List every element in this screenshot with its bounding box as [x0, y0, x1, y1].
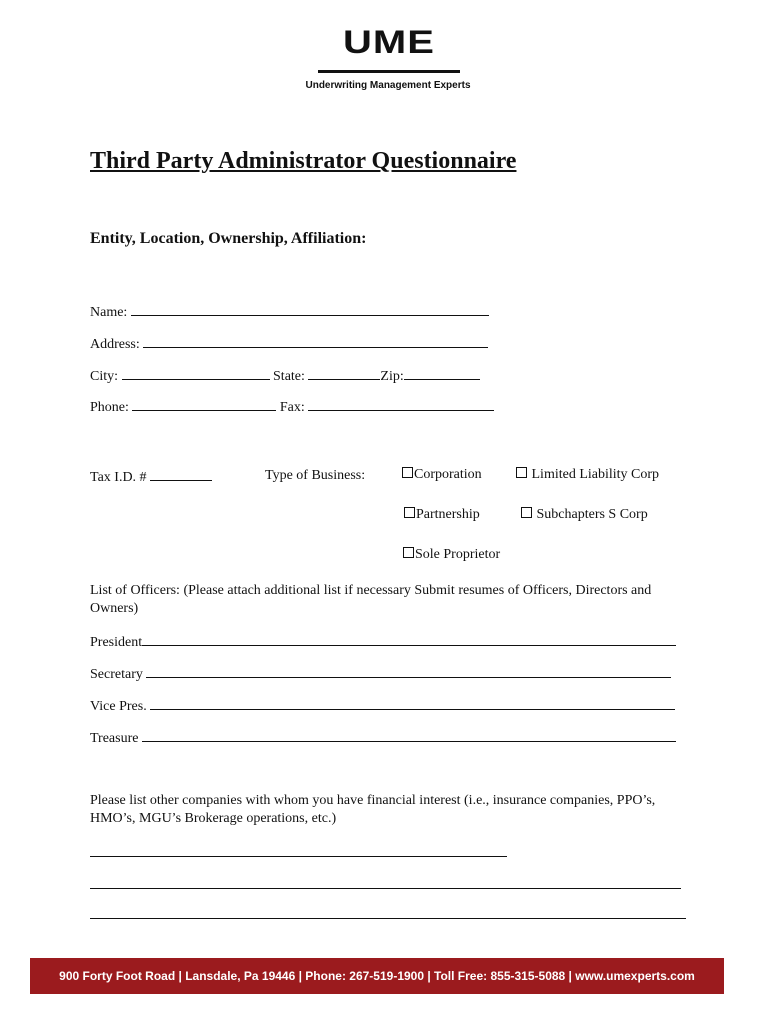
llc-option[interactable]: [516, 467, 659, 483]
companies-line-2[interactable]: [90, 888, 681, 889]
partnership-option[interactable]: [404, 507, 480, 523]
president-label: President: [90, 635, 143, 650]
address-row: [90, 334, 488, 354]
vice-president-label: Vice Pres.: [90, 699, 147, 714]
llc-checkbox[interactable]: [516, 467, 527, 478]
corporation-checkbox[interactable]: [402, 467, 413, 478]
fax-label: Fax:: [279, 400, 305, 415]
president-row: [90, 632, 676, 652]
secretary-row: [90, 664, 671, 684]
phone-row: [90, 397, 494, 417]
s-corp-label: Subchapters S Corp: [536, 507, 648, 522]
company-logo: UME: [343, 24, 435, 61]
fax-field[interactable]: [308, 397, 494, 411]
name-label: Name:: [90, 305, 128, 320]
s-corp-checkbox[interactable]: [521, 507, 532, 518]
logo-rule: [318, 70, 460, 73]
treasurer-label: Treasure: [90, 731, 139, 746]
sole-proprietor-option[interactable]: [403, 547, 500, 563]
city-label: City:: [90, 369, 119, 384]
partnership-checkbox[interactable]: [404, 507, 415, 518]
city-field[interactable]: [122, 366, 270, 380]
phone-label: Phone:: [90, 400, 129, 415]
sole-proprietor-checkbox[interactable]: [403, 547, 414, 558]
section-heading: Entity, Location, Ownership, Affiliation:: [90, 230, 367, 247]
corporation-option[interactable]: [402, 467, 482, 483]
address-field[interactable]: [143, 334, 488, 348]
llc-label: Limited Liability Corp: [531, 467, 660, 482]
footer-contact-bar: 900 Forty Foot Road | Lansdale, Pa 19446 | Phone: 267-519-1900 | Toll Free: 855-315-5088 | www.umexperts.com: [30, 958, 724, 994]
officers-instructions: List of Officers: (Please attach additional list if necessary Submit resumes of Officers, Directors and Owners): [90, 583, 652, 616]
zip-field[interactable]: [404, 366, 480, 380]
phone-field[interactable]: [132, 397, 276, 411]
tax-id-row: [90, 467, 212, 487]
corporation-label: Corporation: [414, 467, 482, 482]
treasurer-field[interactable]: [142, 728, 676, 742]
tax-id-field[interactable]: [150, 467, 212, 481]
state-field[interactable]: [308, 366, 380, 380]
secretary-label: Secretary: [90, 667, 143, 682]
treasurer-row: [90, 728, 676, 748]
president-field[interactable]: [142, 632, 676, 646]
s-corp-option[interactable]: [521, 507, 648, 523]
partnership-label: Partnership: [416, 507, 480, 522]
companies-line-3[interactable]: [90, 918, 686, 919]
name-field[interactable]: [131, 302, 489, 316]
vice-president-field[interactable]: [150, 696, 675, 710]
name-row: [90, 302, 489, 322]
sole-proprietor-label: Sole Proprietor: [415, 547, 501, 562]
secretary-field[interactable]: [146, 664, 671, 678]
tax-id-label: Tax I.D. #: [90, 470, 147, 485]
city-row: [90, 366, 480, 386]
companies-instructions: Please list other companies with whom you have financial interest (i.e., insurance companies, PPO’s, HMO’s, MGU’s Brokerage operations, etc.): [90, 793, 656, 826]
logo-tagline: Underwriting Management Experts: [305, 80, 471, 91]
companies-line-1[interactable]: [90, 856, 507, 857]
address-label: Address:: [90, 337, 140, 352]
vice-president-row: [90, 696, 675, 716]
state-label: State:: [273, 369, 305, 384]
form-title: Third Party Administrator Questionnaire: [90, 148, 517, 174]
zip-label: Zip:: [380, 369, 404, 384]
business-type-label: Type of Business:: [265, 468, 366, 483]
